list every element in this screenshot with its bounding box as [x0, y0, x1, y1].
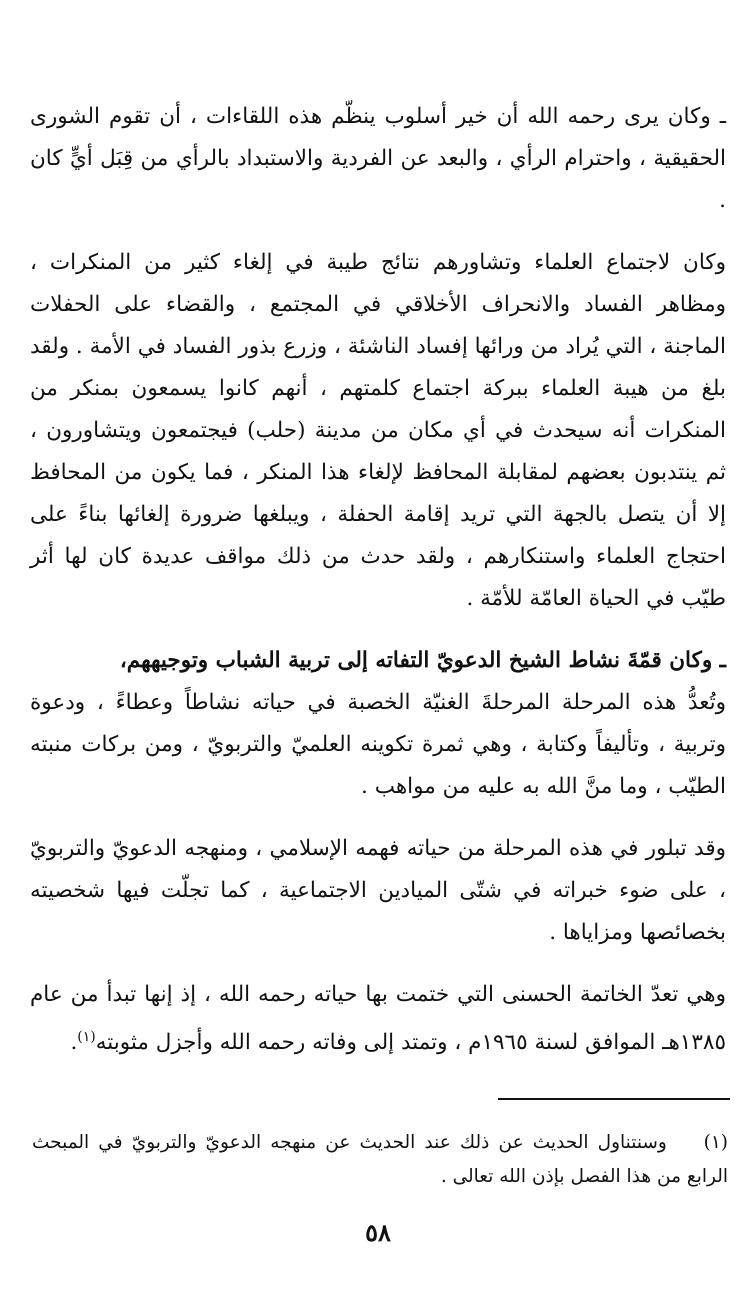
paragraph-scholars-meetings: وكان لاجتماع العلماء وتشاورهم نتائج طيبة في إلغاء كثير من المنكرات ، ومظاهر الفساد والانحراف الأخلاقي في المجتمع ، والقضاء على الحفلات الماجنة ، التي يُراد من ورائها إفساد الناشئة ، وزرع بذور الفساد في الأمة . ولقد بلغ من هيبة العلماء ببركة اجتماع كلمتهم ، أنهم كانوا يسمعون بمنكر من المنكرات أنه سيحدث في أي مكان من مدينة (حلب) فيجتمعون ويتشاورون ، ثم ينتدبون بعضهم لمقابلة المحافظ لإلغاء هذا المنكر ، فما يكون من المحافظ إلا أن يتصل بالجهة التي تريد إقامة الحفلة ، ويبلغها ضرورة إلغائها بناءً على احتجاج العلماء واستنكارهم ، ولقد حدث من ذلك مواقف عديدة كان لها أثر طيّب في الحياة العامّة للأمّة .: [30, 250, 726, 611]
footnote-separator: [498, 1098, 730, 1100]
paragraph-methodology: وقد تبلور في هذه المرحلة من حياته فهمه الإسلامي ، ومنهجه الدعويّ والتربويّ ، على ضوء خبراته في شتّى الميادين الاجتماعية ، كما تجلّت فيها شخصيته بخصائصها ومزاياها .: [30, 836, 726, 945]
paragraph-youth-heading: ـ وكان قمّةَ نشاط الشيخ الدعويّ التفاته إلى تربية الشباب وتوجيههم،: [119, 648, 726, 673]
paragraph-shura: ـ وكان يرى رحمه الله أن خير أسلوب ينظّم هذه اللقاءات ، أن تقوم الشورى الحقيقية ، واحترام الرأي ، والبعد عن الفردية والاستبداد بالرأي من قِبَل أيٍّ كان .: [30, 104, 726, 213]
paragraph-rich-period: وتُعدُّ هذه المرحلة المرحلةَ الغنيّة الخصبة في حياته نشاطاً وعطاءً ، ودعوة وتربية ، وتأليفاً وكتابة ، وهي ثمرة تكوينه العلميّ والتربويّ ، ومن بركات منبته الطيّب ، وما منَّ الله به عليه من مواهب .: [30, 690, 726, 799]
footnote-text: وسنتناول الحديث عن ذلك عند الحديث عن منهجه الدعويّ والتربويّ في المبحث الرابع من هذا الفصل بإذن الله تعالى .: [32, 1132, 728, 1187]
paragraph-final-period: وهي تعدّ الخاتمة الحسنى التي ختمت بها حياته رحمه الله ، إذ إنها تبدأ من عام ١٣٨٥هـ الموافق لسنة ١٩٦٥م ، وتمتد إلى وفاته رحمه الله وأجزل مثوبته$^{(١)}$.: [30, 982, 726, 1056]
paragraph-final-text: وهي تعدّ الخاتمة الحسنى التي ختمت بها حياته رحمه الله ، إذ إنها تبدأ من عام ١٣٨٥هـ الموافق لسنة ١٩٦٥م ، وتمتد إلى وفاته رحمه الله وأجزل مثوبته: [30, 982, 726, 1056]
main-text: [30, 96, 726, 1084]
footnote-number: (١): [703, 1132, 728, 1153]
page-number: ٥٨: [365, 1218, 391, 1247]
footnote-reference: (١): [77, 1029, 96, 1045]
footnote: [32, 1126, 728, 1194]
